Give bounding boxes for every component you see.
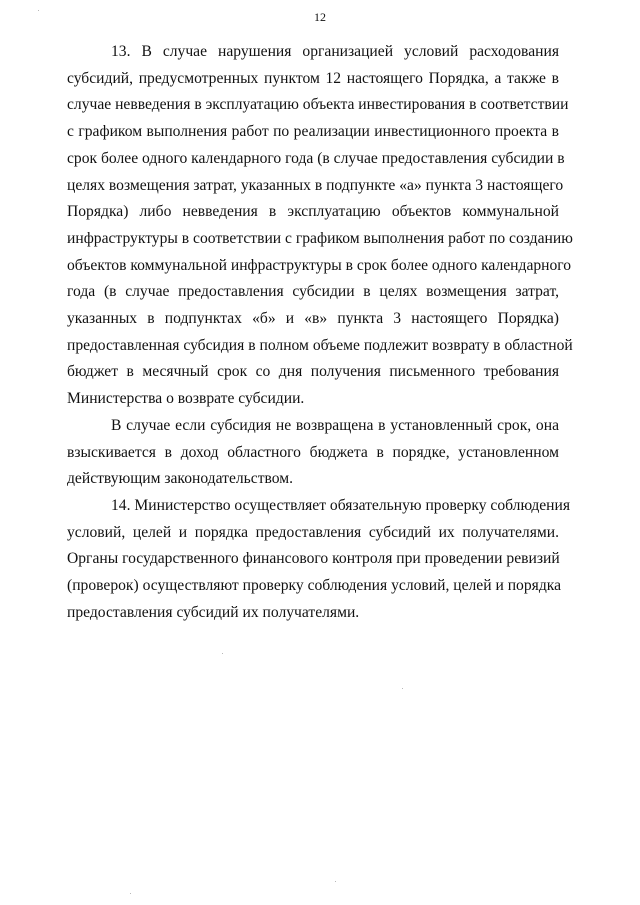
scan-speck (222, 653, 223, 654)
scan-speck (335, 881, 336, 882)
scan-speck (402, 688, 403, 689)
paragraph-13-line: целях возмещения затрат, указанных в подпункте «а» пункта 3 настоящего (67, 176, 564, 194)
paragraph-14-line: 14. Министерство осуществляет обязательную проверку соблюдения (111, 496, 571, 514)
paragraph-13-line: бюджет в месячный срок со дня получения письменного требования (67, 363, 559, 381)
scan-speck (130, 893, 131, 894)
paragraph-refund-line: действующим законодательством. (67, 470, 294, 488)
paragraph-refund-line: взыскивается в доход областного бюджета в порядке, установленном (67, 443, 559, 461)
paragraph-13-line: объектов коммунальной инфраструктуры в срок более одного календарного (67, 256, 572, 274)
scan-speck (38, 10, 39, 11)
paragraph-14-line: (проверок) осуществляют проверку соблюдения условий, целей и порядка (67, 577, 562, 594)
paragraph-13-line: Порядка) либо невведения в эксплуатацию объектов коммунальной (67, 203, 559, 221)
paragraph-14-line: предоставления субсидий их получателями. (67, 603, 360, 621)
paragraph-13-line: предоставленная субсидия в полном объеме подлежит возврату в областной (67, 336, 573, 354)
paragraph-13-line: субсидий, предусмотренных пунктом 12 настоящего Порядка, а также в (67, 69, 559, 87)
paragraph-14-line: Органы государственного финансового контроля при проведении ревизий (67, 550, 560, 568)
page-number: 12 (314, 10, 326, 24)
paragraph-14-line: условий, целей и порядка предоставления субсидий их получателями. (67, 523, 559, 541)
paragraph-13-line: инфраструктуры в соответствии с графиком выполнения работ по созданию (67, 229, 573, 247)
paragraph-13-line: случае невведения в эксплуатацию объекта инвестирования в соответствии (67, 96, 569, 114)
paragraph-13-line: с графиком выполнения работ по реализации инвестиционного проекта в (67, 123, 559, 141)
paragraph-refund-line: В случае если субсидия не возвращена в установленный срок, она (111, 416, 559, 434)
paragraph-13-line: указанных в подпунктах «б» и «в» пункта 3 настоящего Порядка) (67, 310, 559, 327)
paragraph-13-line: 13. В случае нарушения организацией условий расходования (111, 43, 559, 60)
paragraph-13-line: года (в случае предоставления субсидии в целях возмещения затрат, (67, 283, 559, 301)
paragraph-13-line: срок более одного календарного года (в случае предоставления субсидии в (67, 149, 565, 167)
paragraph-13-line: Министерства о возврате субсидии. (67, 390, 305, 408)
